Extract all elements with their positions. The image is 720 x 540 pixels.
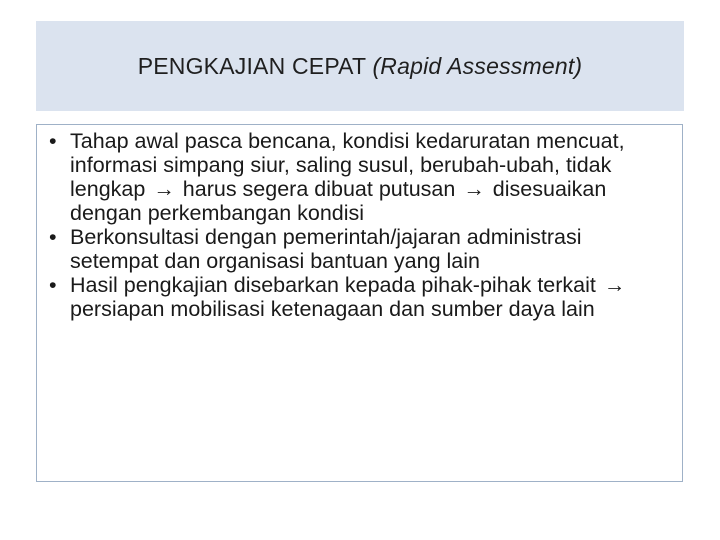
title-italic: (Rapid Assessment)	[372, 52, 583, 79]
bullet-item	[49, 129, 670, 225]
bullet-icon: •	[49, 129, 57, 153]
bullet-list	[49, 129, 670, 321]
arrow-right-icon: →	[153, 177, 175, 201]
bullet-text: harus segera dibuat putusan	[182, 177, 456, 201]
bullet-text: persiapan mobilisasi ketenagaan dan sumber daya lain	[70, 297, 595, 321]
arrow-right-icon: →	[463, 177, 485, 201]
bullet-text: Tahap awal pasca bencana, kondisi kedaruratan mencuat, informasi simpang siur, saling susul, berubah-ubah, tidak lengkap	[70, 129, 625, 201]
slide-title	[138, 53, 583, 80]
content-box	[36, 124, 683, 482]
title-box	[36, 21, 684, 111]
title-main: PENGKAJIAN CEPAT	[137, 52, 373, 79]
bullet-icon: •	[49, 273, 57, 297]
bullet-text: Berkonsultasi dengan pemerintah/jajaran administrasi setempat dan organisasi bantuan yang lain	[70, 225, 582, 273]
bullet-text: disesuaikan dengan perkembangan kondisi	[70, 177, 607, 225]
bullet-icon: •	[49, 225, 57, 249]
arrow-right-icon: →	[603, 273, 626, 297]
bullet-item	[49, 273, 670, 321]
bullet-text: Hasil pengkajian disebarkan kepada pihak-pihak terkait	[70, 273, 596, 297]
bullet-item	[49, 225, 670, 273]
